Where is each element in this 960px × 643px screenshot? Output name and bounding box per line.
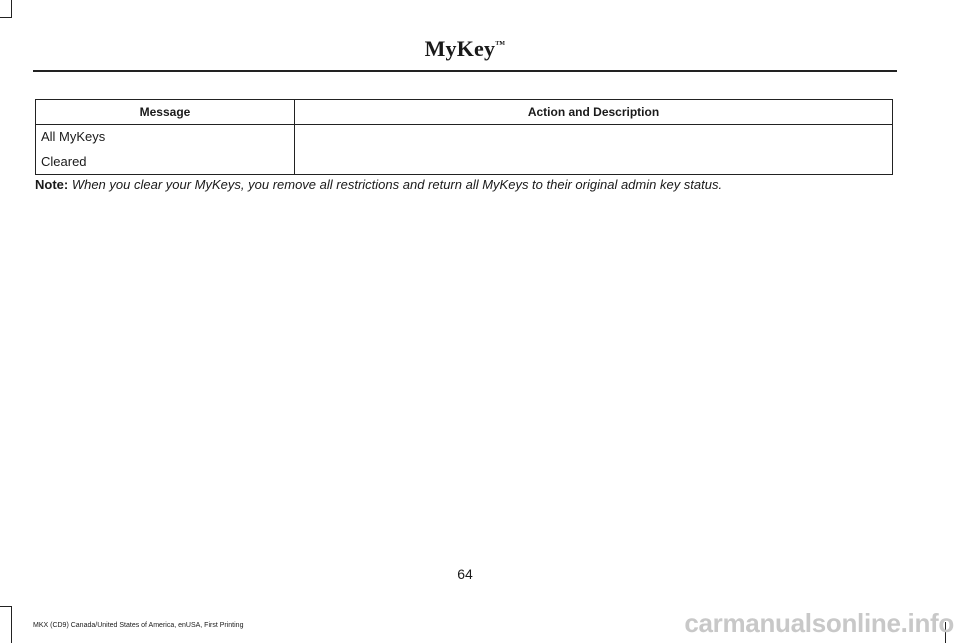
footer-text: MKX (CD9) Canada/United States of America, enUSA, First Printing: [33, 622, 244, 629]
message-line: Cleared: [41, 154, 87, 169]
page-title: [0, 36, 930, 62]
table-header-row: [36, 100, 893, 125]
note: [35, 177, 915, 193]
watermark: carmanualsonline.info: [684, 608, 954, 638]
header-message: Message: [36, 100, 295, 125]
message-cell: [36, 125, 295, 175]
crop-mark-top-left-horizontal: [0, 17, 12, 18]
message-line: All MyKeys: [41, 129, 106, 144]
description-cell: [295, 125, 893, 175]
page-number: 64: [457, 566, 473, 582]
trademark-mark: ™: [495, 39, 506, 51]
crop-mark-top-left-vertical: [11, 0, 12, 18]
page-title-text: MyKey: [424, 36, 496, 61]
crop-mark-bottom-left-vertical: [11, 606, 12, 643]
table-row: [36, 125, 893, 175]
note-text: When you clear your MyKeys, you remove all restrictions and return all MyKeys to their original admin key status.: [68, 177, 723, 192]
header-action-description: Action and Description: [295, 100, 893, 125]
message-table: [35, 99, 893, 175]
crop-mark-bottom-left-horizontal: [0, 606, 12, 607]
note-label: Note:: [35, 177, 69, 192]
title-rule: [33, 70, 897, 72]
